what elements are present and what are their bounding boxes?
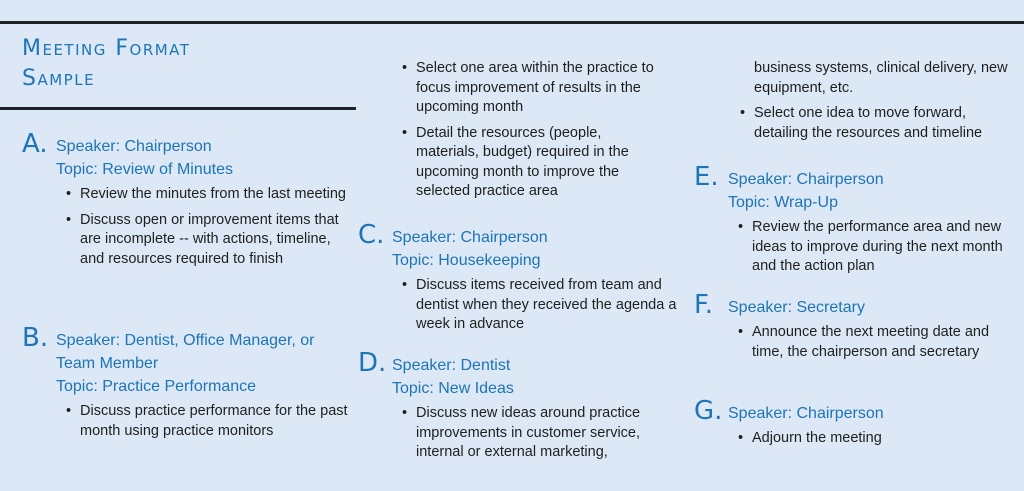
section-speaker: Speaker: Secretary — [728, 299, 865, 316]
section-e — [694, 162, 1014, 283]
bullet-list — [358, 276, 678, 335]
section-letter: G. — [694, 396, 723, 426]
list-item: • Review the performance area and new ideas to improve during the next month and the action plan — [752, 218, 1014, 277]
section-speaker: Speaker: Chairperson — [392, 229, 548, 246]
section-f — [694, 290, 1014, 368]
section-letter: B. — [22, 323, 49, 353]
section-speaker: Speaker: Chairperson — [728, 405, 884, 422]
list-item: business systems, clinical delivery, new equipment, etc. — [754, 60, 1008, 96]
section-speaker: Speaker: Chairperson — [56, 138, 212, 155]
bullet-list — [22, 402, 352, 441]
section-g — [694, 396, 1014, 455]
section-topic: Topic: Review of Minutes — [56, 161, 233, 178]
list-item: • Select one area within the practice to focus improvement of results in the upcoming month — [416, 59, 668, 118]
section-b — [22, 323, 352, 447]
section-letter: C. — [358, 220, 385, 250]
page-title — [22, 34, 190, 94]
section-letter: F. — [694, 290, 714, 320]
bullet-list — [358, 404, 678, 463]
section-topic: Topic: New Ideas — [392, 380, 514, 397]
top-rule — [0, 21, 1024, 24]
list-item: • Discuss new ideas around practice improvements in customer service, internal or external marketing, — [416, 404, 678, 463]
list-item: • Review the minutes from the last meeting — [80, 185, 352, 205]
section-d — [358, 348, 678, 469]
section-speaker: Speaker: Chairperson — [728, 171, 884, 188]
page-title-line-2: Sample — [22, 66, 96, 91]
section-letter: A. — [22, 129, 48, 159]
bullet-list — [694, 429, 1014, 449]
section-topic: Topic: Wrap-Up — [728, 194, 838, 211]
section-letter: E. — [694, 162, 719, 192]
section-c — [358, 220, 678, 341]
section-speaker: Speaker: Dentist, Office Manager, or Team Member — [56, 332, 315, 372]
list-item: • Discuss items received from team and dentist when they received the agenda a week in advance — [416, 276, 678, 335]
section-letter: D. — [358, 348, 387, 378]
list-item: • Adjourn the meeting — [752, 429, 1014, 449]
list-item: • Announce the next meeting date and time, the chairperson and secretary — [752, 323, 1014, 362]
section-a — [22, 129, 352, 275]
list-item: • Discuss practice performance for the past month using practice monitors — [80, 402, 352, 441]
list-item: • Select one idea to move forward, detailing the resources and timeline — [754, 104, 1016, 143]
bullet-list — [696, 59, 1016, 143]
bullet-list — [694, 323, 1014, 362]
section-d-continued — [696, 59, 1016, 149]
page-title-line-1: Meeting Format — [22, 36, 191, 61]
section-topic: Topic: Housekeeping — [392, 252, 541, 269]
bullet-list — [22, 185, 352, 269]
section-speaker: Speaker: Dentist — [392, 357, 511, 374]
title-rule — [0, 107, 356, 110]
bullet-list — [694, 218, 1014, 277]
bullet-list — [358, 59, 668, 202]
section-b-continued — [358, 59, 668, 208]
section-topic: Topic: Practice Performance — [56, 378, 257, 395]
list-item: • Discuss open or improvement items that are incomplete -- with actions, timeline, and resources required to finish — [80, 211, 352, 270]
list-item: • Detail the resources (people, materials, budget) required in the upcoming month to improve the selected practice area — [416, 124, 668, 202]
